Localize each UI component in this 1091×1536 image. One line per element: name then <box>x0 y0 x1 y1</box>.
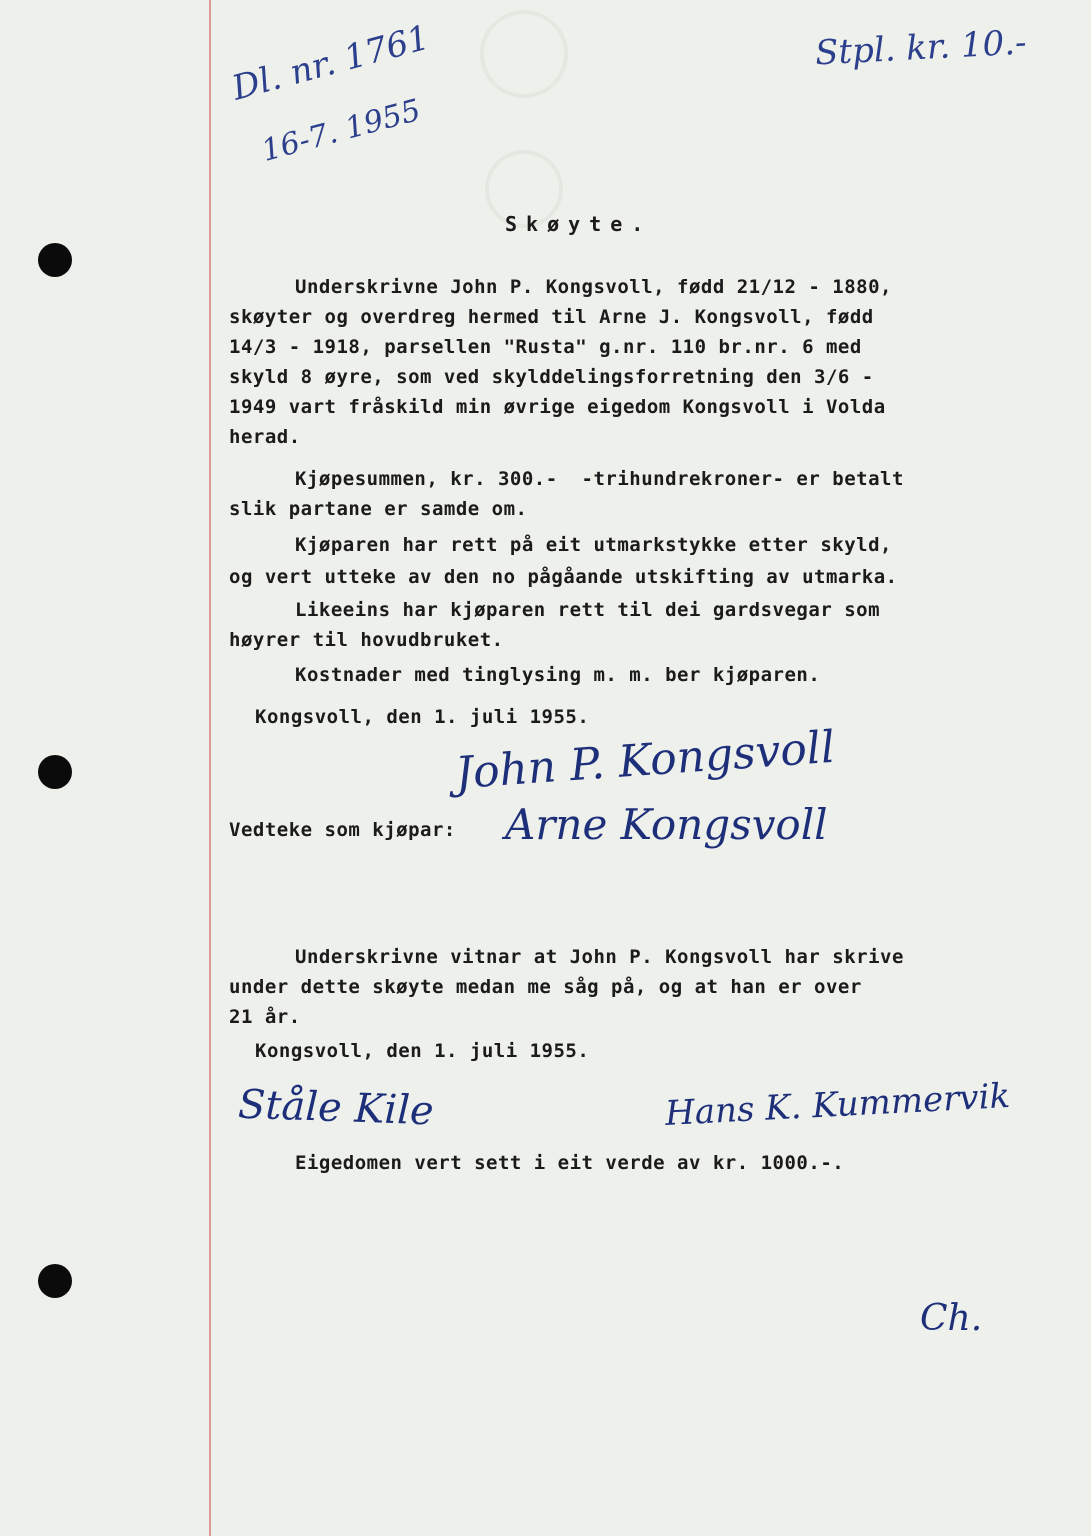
valuation-line: Eigedomen vert sett i eit verde av kr. 1000.-. <box>295 1152 845 1174</box>
stamp-fee: Stpl. kr. 10.- <box>814 22 1028 74</box>
watermark-seal <box>480 10 568 98</box>
body-line: Underskrivne vitnar at John P. Kongsvoll har skrive <box>295 946 904 968</box>
body-line: Kjøpesummen, kr. 300.- -trihundrekroner- er betalt <box>295 468 904 490</box>
body-line: Kostnader med tinglysing m. m. ber kjøparen. <box>295 664 821 686</box>
initials: Ch. <box>920 1298 983 1339</box>
body-line: skyld 8 øyre, som ved skylddelingsforretning den 3/6 - <box>229 366 874 388</box>
body-line: slik partane er samde om. <box>229 498 528 520</box>
margin-rule <box>209 0 211 1536</box>
punch-hole <box>38 755 72 789</box>
body-line: herad. <box>229 426 301 448</box>
record-number: Dl. nr. 1761 <box>228 17 434 109</box>
buyer-signature: Arne Kongsvoll <box>505 800 828 849</box>
body-line: høyrer til hovudbruket. <box>229 629 504 651</box>
body-line: 21 år. <box>229 1006 301 1028</box>
place-date: Kongsvoll, den 1. juli 1955. <box>255 706 590 728</box>
seller-signature: John P. Kongsvoll <box>453 721 837 800</box>
witness-signature: Hans K. Kummervik <box>664 1075 1011 1135</box>
place-date: Kongsvoll, den 1. juli 1955. <box>255 1040 590 1062</box>
body-line: 14/3 - 1918, parsellen "Rusta" g.nr. 110 br.nr. 6 med <box>229 336 862 358</box>
body-line: Likeeins har kjøparen rett til dei gardsvegar som <box>295 599 881 621</box>
body-line: under dette skøyte medan me såg på, og at han er over <box>229 976 862 998</box>
buyer-label: Vedteke som kjøpar: <box>229 819 456 841</box>
body-line: og vert utteke av den no pågåande utskifting av utmarka. <box>229 566 898 588</box>
witness-signature: Ståle Kile <box>237 1081 435 1135</box>
punch-hole <box>38 243 72 277</box>
body-line: Kjøparen har rett på eit utmarkstykke etter skyld, <box>295 534 892 556</box>
body-line: 1949 vart fråskild min øvrige eigedom Kongsvoll i Volda <box>229 396 886 418</box>
body-line: Underskrivne John P. Kongsvoll, fødd 21/12 - 1880, <box>295 276 892 298</box>
record-date: 16-7. 1955 <box>258 92 425 169</box>
body-line: skøyter og overdreg hermed til Arne J. Kongsvoll, fødd <box>229 306 874 328</box>
punch-hole <box>38 1264 72 1298</box>
document-title: Skøyte. <box>505 212 653 236</box>
